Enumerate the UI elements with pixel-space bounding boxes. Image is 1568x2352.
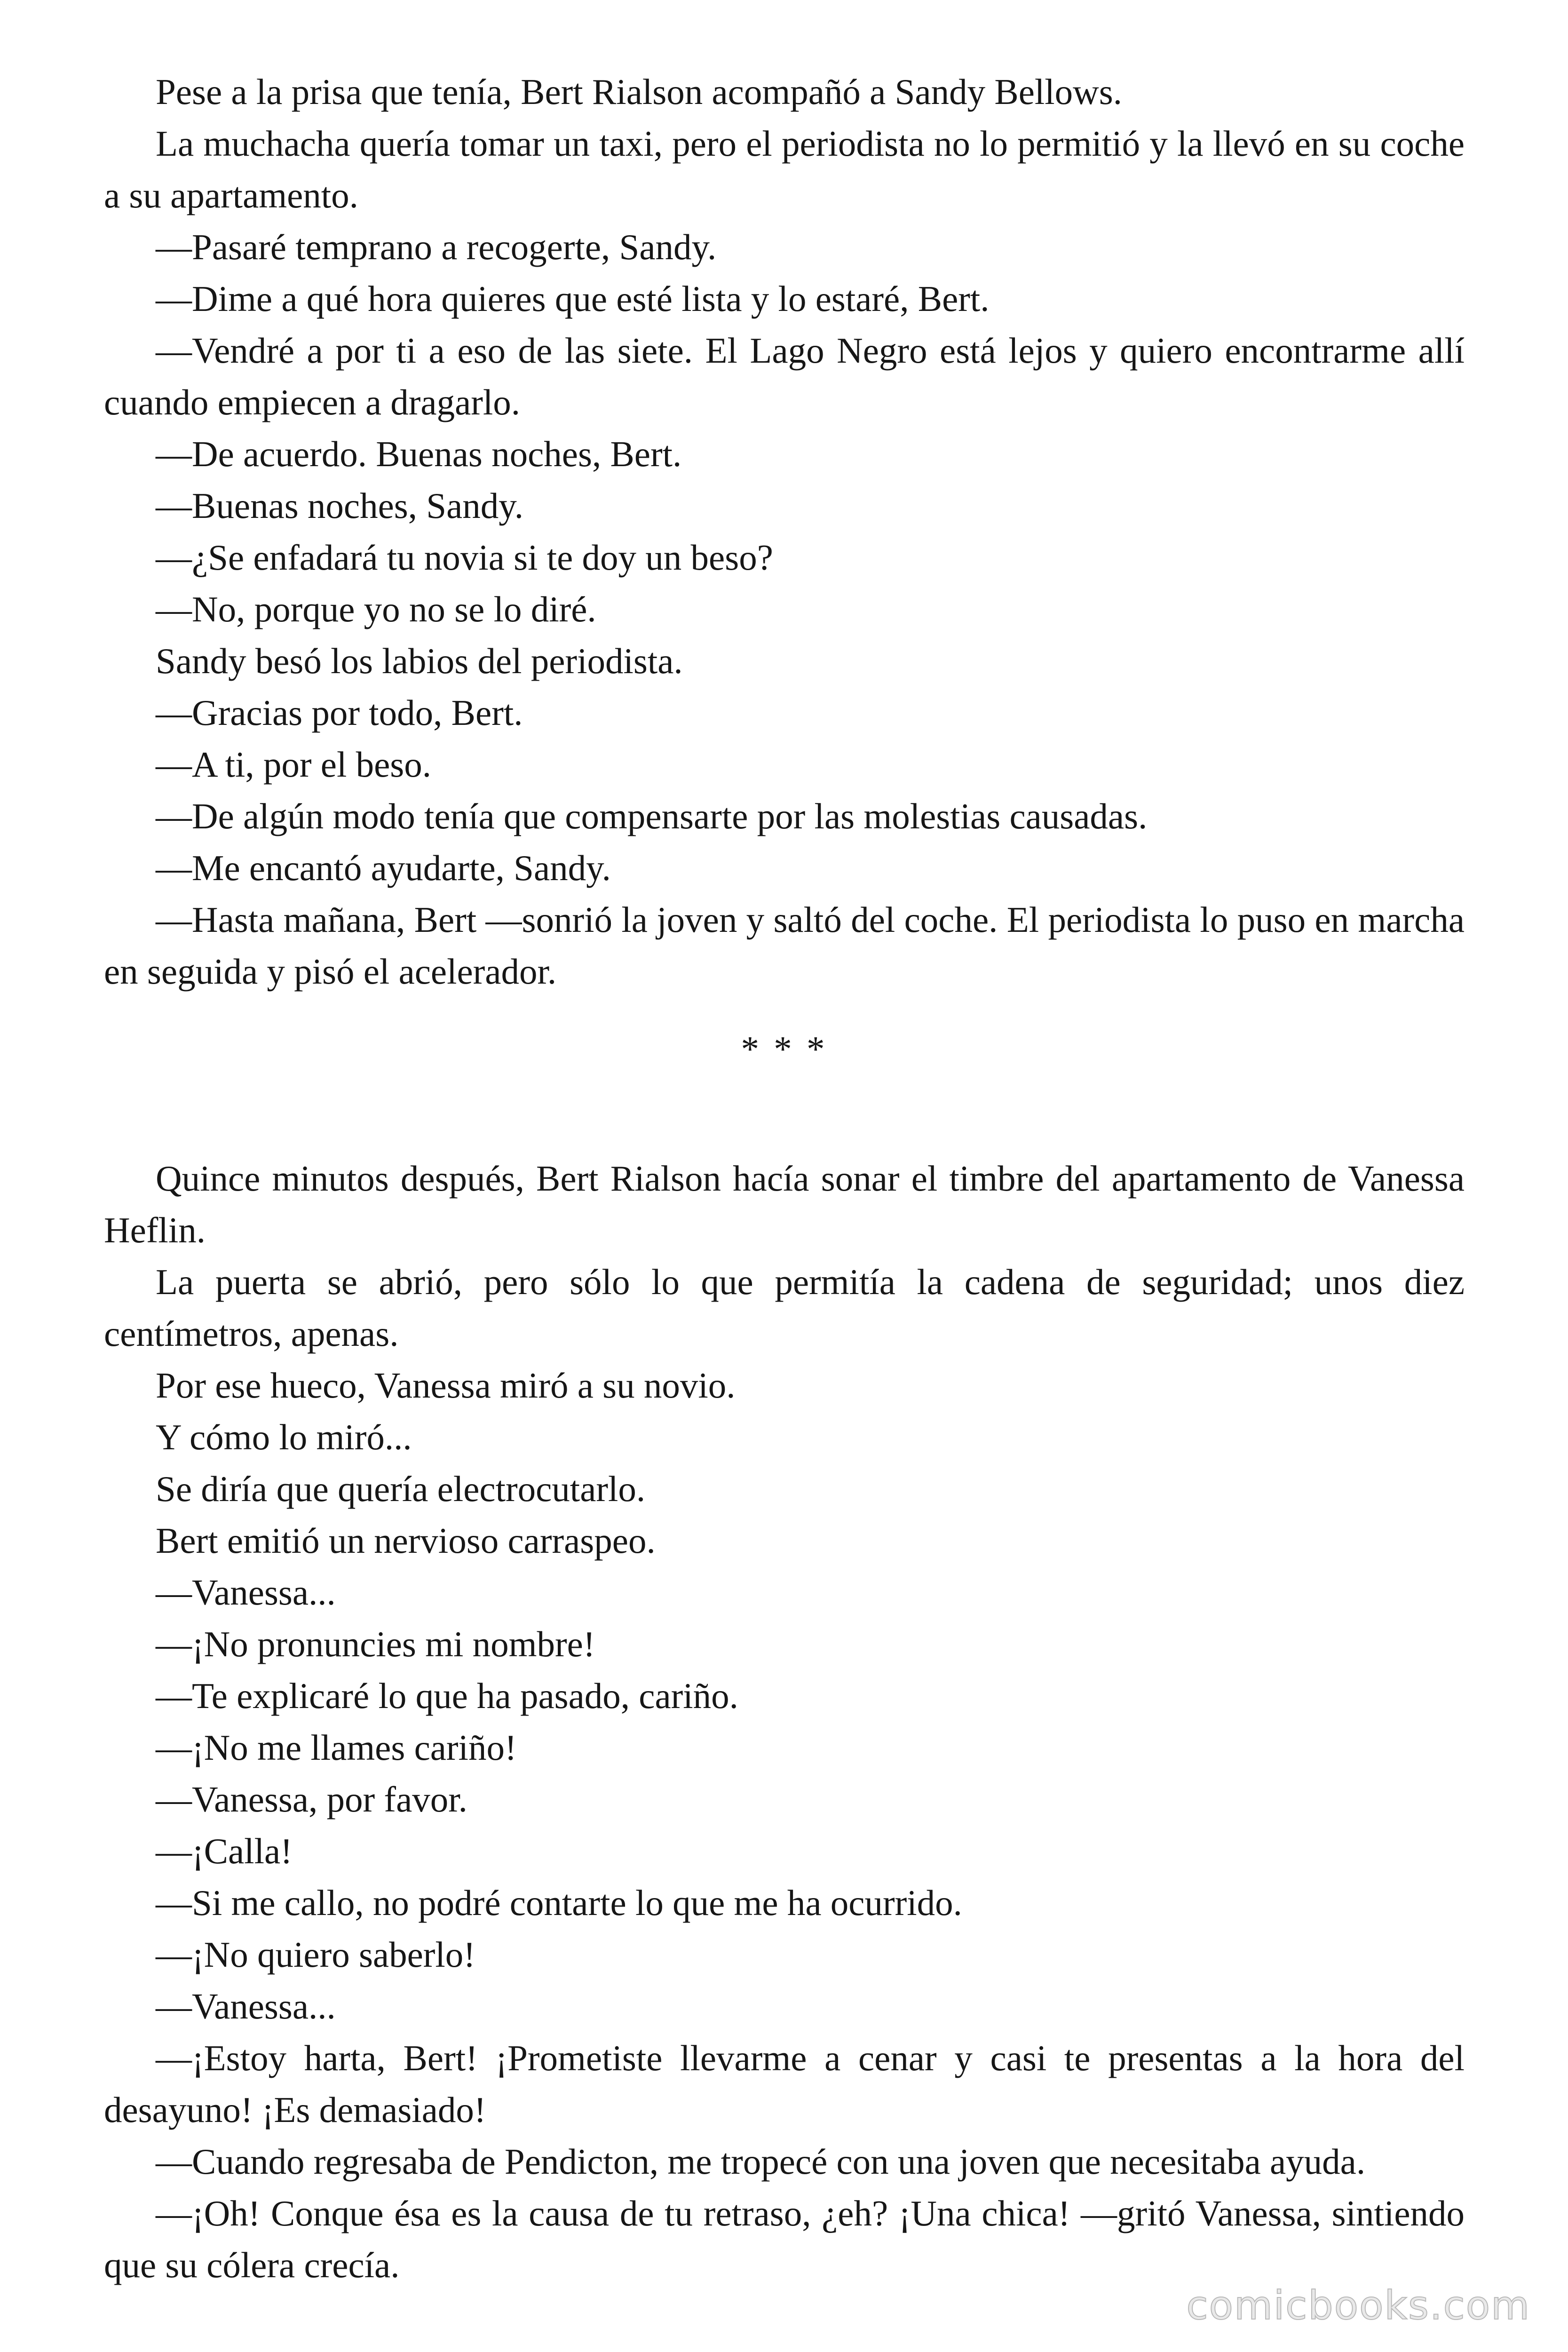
paragraph: Sandy besó los labios del periodista. <box>156 641 683 681</box>
section-one <box>104 66 1465 997</box>
paragraph: Y cómo lo miró... <box>156 1417 412 1457</box>
paragraph: —Pasaré temprano a recogerte, Sandy. <box>156 227 717 267</box>
paragraph: Por ese hueco, Vanessa miró a su novio. <box>156 1365 736 1406</box>
paragraph: —Vanessa, por favor. <box>156 1779 467 1820</box>
section-separator: * * * <box>741 1029 828 1069</box>
paragraph: —Buenas noches, Sandy. <box>156 485 523 526</box>
paragraph: —Gracias por todo, Bert. <box>156 692 523 733</box>
paragraph: —Vanessa... <box>156 1572 336 1613</box>
paragraph: —No, porque yo no se lo diré. <box>156 589 596 629</box>
paragraph: La muchacha quería tomar un taxi, pero el periodista no lo permitió y la llevó en su coche a su apartamento. <box>104 123 1465 215</box>
paragraph: —¿Se enfadará tu novia si te doy un beso? <box>156 537 773 578</box>
paragraph: —¡No pronuncies mi nombre! <box>156 1624 595 1664</box>
paragraph: —Me encantó ayudarte, Sandy. <box>156 848 611 888</box>
paragraph: Bert emitió un nervioso carraspeo. <box>156 1520 656 1561</box>
paragraph: —¡Estoy harta, Bert! ¡Prometiste llevarme a cenar y casi te presentas a la hora del desayuno! ¡Es demasiado! <box>104 2038 1465 2130</box>
paragraph: —¡No me llames cariño! <box>156 1727 517 1768</box>
paragraph: Pese a la prisa que tenía, Bert Rialson acompañó a Sandy Bellows. <box>156 72 1122 112</box>
paragraph: —Si me callo, no podré contarte lo que me ha ocurrido. <box>156 1883 962 1923</box>
paragraph: —¡No quiero saberlo! <box>156 1934 475 1975</box>
paragraph: Se diría que quería electrocutarlo. <box>156 1469 646 1509</box>
document-page <box>104 66 1465 2291</box>
paragraph: —Te explicaré lo que ha pasado, cariño. <box>156 1676 738 1716</box>
paragraph: —A ti, por el beso. <box>156 744 431 785</box>
paragraph: —¡Calla! <box>156 1831 293 1871</box>
paragraph: La puerta se abrió, pero sólo lo que permitía la cadena de seguridad; unos diez centímetros, apenas. <box>104 1262 1465 1354</box>
paragraph: —Dime a qué hora quieres que esté lista y lo estaré, Bert. <box>156 278 990 319</box>
paragraph: —Cuando regresaba de Pendicton, me tropecé con una joven que necesitaba ayuda. <box>156 2141 1366 2182</box>
paragraph: —¡Oh! Conque ésa es la causa de tu retraso, ¿eh? ¡Una chica! —gritó Vanessa, sintiendo que su cólera crecía. <box>104 2193 1465 2285</box>
paragraph: —De algún modo tenía que compensarte por las molestias causadas. <box>156 796 1148 836</box>
paragraph: —Vanessa... <box>156 1986 336 2026</box>
paragraph: —Vendré a por ti a eso de las siete. El Lago Negro está lejos y quiero encontrarme allí cuando empiecen a dragarlo. <box>104 330 1465 422</box>
section-two <box>104 1152 1465 2291</box>
paragraph: Quince minutos después, Bert Rialson hacía sonar el timbre del apartamento de Vanessa Heflin. <box>104 1158 1465 1250</box>
watermark: comicbooks.com <box>1186 2282 1530 2328</box>
paragraph: —Hasta mañana, Bert —sonrió la joven y saltó del coche. El periodista lo puso en marcha en seguida y pisó el acelerador. <box>104 899 1465 992</box>
paragraph: —De acuerdo. Buenas noches, Bert. <box>156 434 682 474</box>
